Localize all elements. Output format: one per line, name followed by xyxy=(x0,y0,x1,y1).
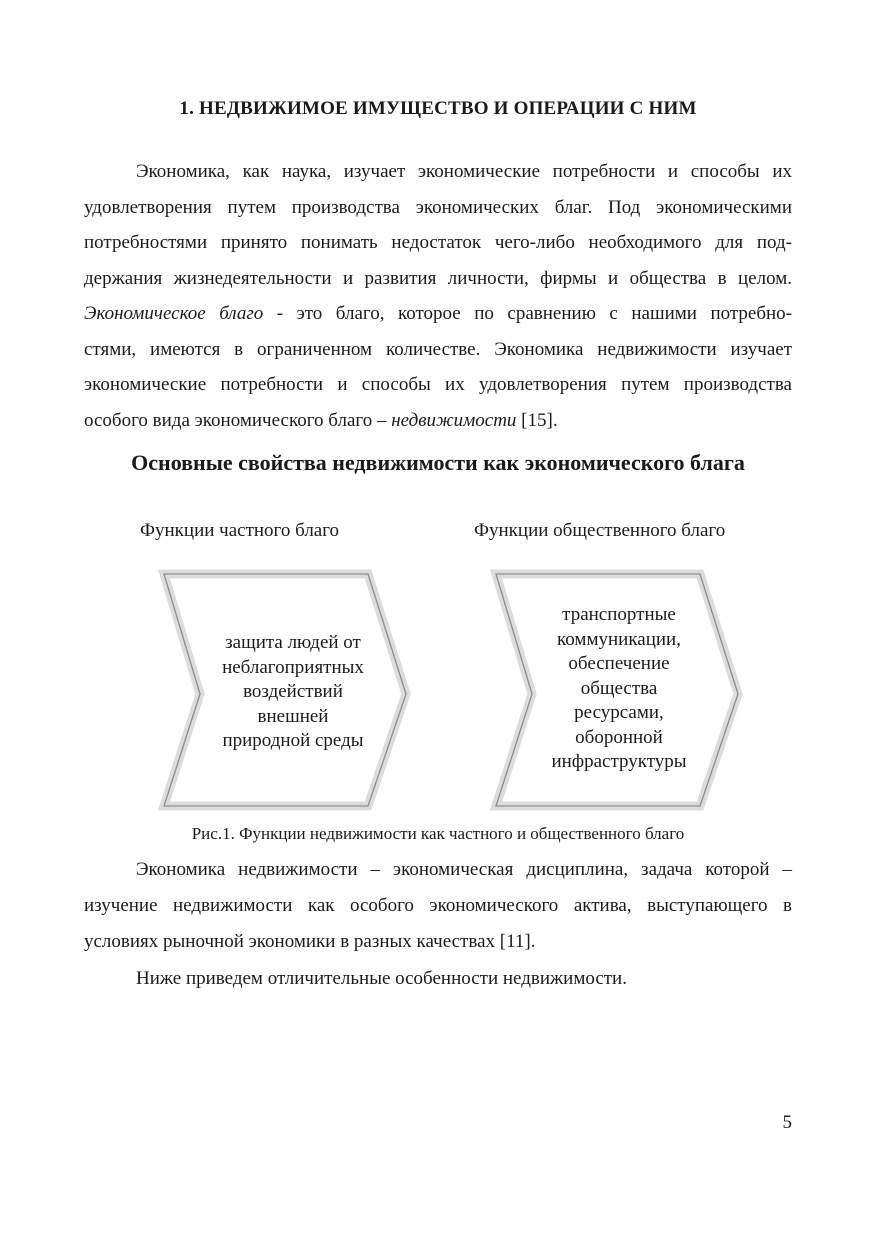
intro-line xyxy=(84,403,792,439)
intro-line-rest: - это благо, которое по сравнению с нашими потребно- xyxy=(263,303,792,324)
body-line: условиях рыночной экономики в разных качествах [11]. xyxy=(84,931,536,952)
intro-line: удовлетворения путем производства экономических благ. Под экономическими xyxy=(84,196,792,218)
figure-title: Основные свойства недвижимости как экономического блага xyxy=(131,450,745,475)
public-line: транспортные xyxy=(562,604,676,625)
public-line: обеспечение xyxy=(568,653,670,674)
body-line: Экономика недвижимости – экономическая дисциплина, задача которой – xyxy=(136,859,792,880)
intro-line xyxy=(84,296,792,332)
figure-caption: Рис.1. Функции недвижимости как частного и общественного благо xyxy=(191,824,685,843)
public-good-text xyxy=(524,603,714,775)
section-heading: 1. НЕДВИЖИМОЕ ИМУЩЕСТВО И ОПЕРАЦИИ С НИМ xyxy=(179,98,697,119)
private-line: воздействий xyxy=(243,681,343,702)
real-estate-term: недвижимости xyxy=(391,409,517,431)
public-line: инфраструктуры xyxy=(551,751,687,772)
citation: [15]. xyxy=(516,409,558,431)
intro-line: держания жизнедеятельности и развития личности, фирмы и общества в целом. xyxy=(84,267,792,289)
private-good-text xyxy=(200,631,386,754)
intro-line: потребностями принято понимать недостаток чего-либо необходимого для под- xyxy=(84,232,792,253)
public-line: оборонной xyxy=(575,726,663,748)
page-number: 5 xyxy=(782,1112,792,1133)
intro-line: экономические потребности и способы их удовлетворения путем производства xyxy=(84,374,792,395)
economic-good-term: Экономическое благо xyxy=(84,303,264,324)
private-good-label: Функции частного благо xyxy=(140,520,340,541)
public-line: ресурсами, xyxy=(574,702,664,723)
intro-line-start: особого вида экономического благо – xyxy=(84,409,392,431)
private-line: защита людей от xyxy=(225,632,361,653)
private-line: природной среды xyxy=(222,730,364,751)
public-line: коммуникации, xyxy=(557,628,681,650)
body-line: изучение недвижимости как особого экономического актива, выступающего в xyxy=(84,895,792,916)
private-line: неблагоприятных xyxy=(222,656,364,678)
closing-sentence: Ниже приведем отличительные особенности недвижимости. xyxy=(136,968,627,989)
public-line: общества xyxy=(580,677,658,699)
intro-line: Экономика, как наука, изучает экономические потребности и способы их xyxy=(136,161,792,182)
body-paragraph xyxy=(84,852,792,997)
intro-paragraph xyxy=(84,154,792,438)
intro-line: стями, имеются в ограниченном количестве. Экономика недвижимости изучает xyxy=(84,338,792,360)
private-line: внешней xyxy=(257,705,329,727)
public-good-label: Функции общественного благо xyxy=(474,520,726,541)
